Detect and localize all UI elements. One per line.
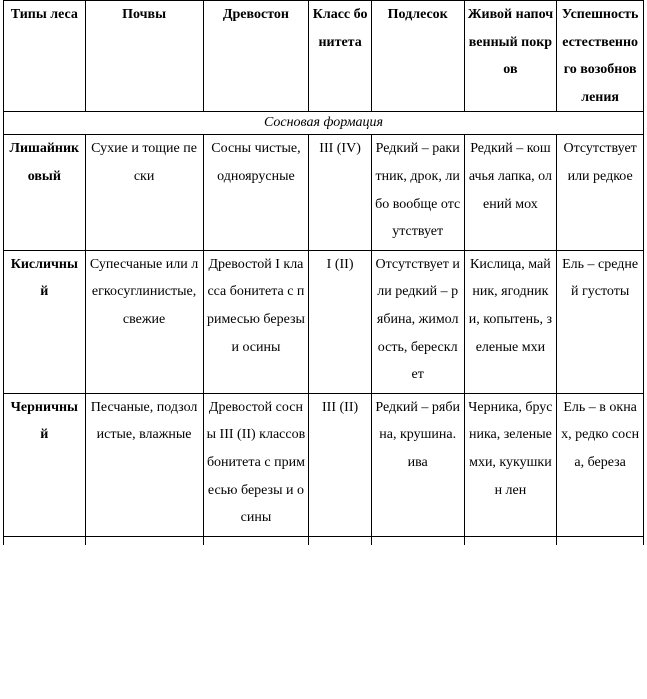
cell-empty bbox=[85, 536, 203, 545]
cell-forest-type: Черничный bbox=[4, 393, 86, 536]
cell-class: III (II) bbox=[309, 393, 371, 536]
forest-types-table bbox=[3, 0, 644, 545]
cell-class: I (II) bbox=[309, 250, 371, 393]
table-row bbox=[4, 393, 644, 536]
header-undergrowth: Подлесок bbox=[371, 1, 464, 112]
cell-soil: Сухие и тощие пески bbox=[85, 135, 203, 250]
table-row-continued bbox=[4, 536, 644, 545]
cell-forest-type: Лишайниковый bbox=[4, 135, 86, 250]
header-forest-type: Типы леса bbox=[4, 1, 86, 112]
header-row bbox=[4, 1, 644, 112]
cell-empty bbox=[464, 536, 557, 545]
cell-ground-cover: Кислица, майник, ягодники, копытень, зеленые мхи bbox=[464, 250, 557, 393]
cell-undergrowth: Отсутствует или редкий – рябина, жимолость, бересклет bbox=[371, 250, 464, 393]
cell-undergrowth: Редкий – ракитник, дрок, либо вообще отсутствует bbox=[371, 135, 464, 250]
cell-soil: Супесчаные или легкосуглинистые, свежие bbox=[85, 250, 203, 393]
cell-empty bbox=[4, 536, 86, 545]
header-regeneration: Успешность естественного возобновления bbox=[557, 1, 644, 112]
cell-stand: Древостой I класса бонитета с примесью березы и осины bbox=[203, 250, 309, 393]
cell-empty bbox=[557, 536, 644, 545]
cell-class: III (IV) bbox=[309, 135, 371, 250]
cell-ground-cover: Черника, брусника, зеленые мхи, кукушкин лен bbox=[464, 393, 557, 536]
section-row bbox=[4, 112, 644, 135]
cell-stand: Сосны чистые, одноярусные bbox=[203, 135, 309, 250]
cell-soil: Песчаные, подзолистые, влажные bbox=[85, 393, 203, 536]
header-ground-cover: Живой напочвенный покров bbox=[464, 1, 557, 112]
header-soil: Почвы bbox=[85, 1, 203, 112]
cell-empty bbox=[371, 536, 464, 545]
cell-ground-cover: Редкий – кошачья лапка, олений мох bbox=[464, 135, 557, 250]
cell-regeneration: Отсутствует или редкое bbox=[557, 135, 644, 250]
section-title: Сосновая формация bbox=[4, 112, 644, 135]
header-class: Класс бонитета bbox=[309, 1, 371, 112]
cell-empty bbox=[203, 536, 309, 545]
table-row bbox=[4, 135, 644, 250]
cell-empty bbox=[309, 536, 371, 545]
cell-stand: Древостой сосны III (II) классов бонитета с примесью березы и осины bbox=[203, 393, 309, 536]
cell-regeneration: Ель – средней густоты bbox=[557, 250, 644, 393]
cell-regeneration: Ель – в окнах, редко сосна, береза bbox=[557, 393, 644, 536]
header-stand: Древостон bbox=[203, 1, 309, 112]
cell-undergrowth: Редкий – рябина, крушина. ива bbox=[371, 393, 464, 536]
table-row bbox=[4, 250, 644, 393]
cell-forest-type: Кисличный bbox=[4, 250, 86, 393]
